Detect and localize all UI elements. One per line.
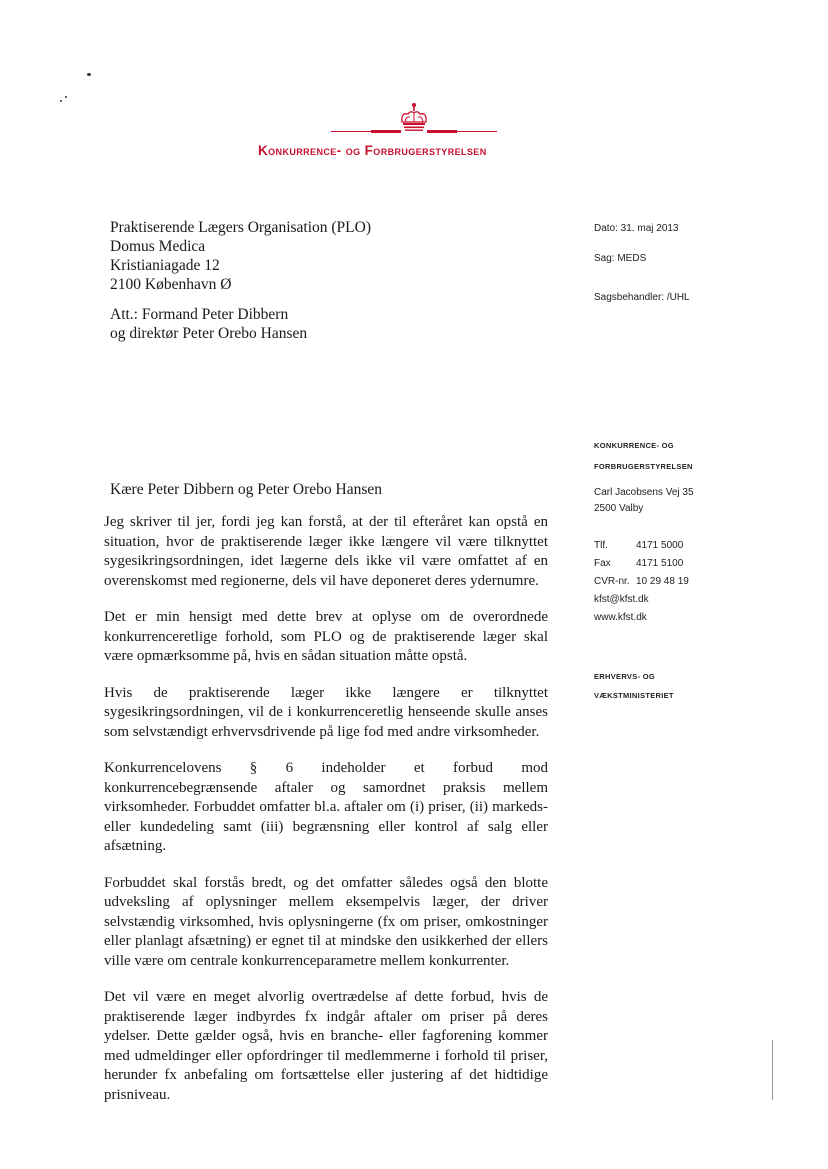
address-line: Kristianiagade 12: [110, 257, 220, 274]
scan-speck: [87, 73, 91, 76]
body-paragraph: Jeg skriver til jer, fordi jeg kan forstå, at der til efteråret kan opstå en situation, hvor de praktiserende læger ikke længere vil være tilknyttet sygesikringsordningen, idet lægerne dels ikke vil være omfattet af en overenskomst med regionerne, dels vil have deponeret deres ydernumre.: [104, 514, 548, 589]
address-line: Praktiserende Lægers Organisation (PLO): [110, 219, 372, 236]
case-reference: Sag: MEDS: [594, 253, 647, 264]
address-line: Domus Medica: [110, 238, 206, 255]
body-paragraph: Hvis de praktiserende læger ikke længere er tilknyttet sygesikringsordningen, vil de i konkurrenceretlig henseende skulle anses som selvstændigt erhvervsdrivende på lige fod med andre virksomheder.: [104, 684, 548, 740]
contact-cvr: [594, 573, 689, 591]
sidebar-ministry: [594, 667, 674, 705]
org-title: Konkurrence- og Forbrugerstyrelsen: [258, 143, 487, 158]
salutation: Kære Peter Dibbern og Peter Orebo Hansen: [110, 481, 383, 498]
sidebar-org-line: KONKURRENCE- OG: [594, 441, 674, 450]
sidebar-address-line: 2500 Valby: [594, 503, 644, 514]
address-line: 2100 København Ø: [110, 276, 232, 293]
contact-label: CVR-nr.: [594, 576, 630, 587]
crown-logo-icon: [396, 102, 432, 132]
body-paragraph: Det er min hensigt med dette brev at oplyse om de overordnede konkurrenceretlige forhold, som PLO og de praktiserende læger skal være opmærksomme på, hvis en sådan situation måtte opstå.: [104, 609, 548, 664]
contact-value: 4171 5000: [636, 540, 684, 551]
logo-rule-right: [427, 131, 497, 132]
contact-website[interactable]: www.kfst.dk: [594, 612, 647, 623]
logo-rule-left: [331, 131, 401, 132]
body-paragraph: Konkurrencelovens § 6 indeholder et forbud mod konkurrencebegrænsende aftaler og samordnet praksis mellem virksomheder. Forbuddet omfatter bl.a. aftaler om (i) priser, (ii) markeds- eller kundedeling samt (iii) begrænsning eller kontrol af salg eller afsætning.: [104, 760, 548, 854]
sidebar-address: [594, 485, 694, 517]
attention-block: [110, 305, 307, 343]
sidebar-org-line: FORBRUGERSTYRELSEN: [594, 462, 693, 471]
body-paragraph: Det vil være en meget alvorlig overtrædelse af dette forbud, hvis de praktiserende læger indbyrdes fx indgår aftaler om priser på deres ydelser. Dette gælder også, hvis en branche- eller fagforening kommer med udmeldinger eller opfordringer til medlemmerne i forhold til priser, herunder fx anbefaling om fortsættelse eller justering af det hidtidige prisniveau.: [104, 989, 548, 1103]
scan-speck: [60, 100, 62, 102]
letter-date: Dato: 31. maj 2013: [594, 223, 679, 234]
contact-email[interactable]: kfst@kfst.dk: [594, 594, 649, 605]
scan-speck: [65, 96, 67, 98]
scan-artifact-line: [772, 1040, 773, 1100]
case-handler: Sagsbehandler: /UHL: [594, 292, 690, 303]
contact-label: Fax: [594, 558, 611, 569]
contact-label: Tlf.: [594, 540, 608, 551]
contact-fax: [594, 555, 689, 573]
recipient-address: [110, 218, 371, 294]
sidebar-org-name: [594, 435, 693, 477]
attention-line: og direktør Peter Orebo Hansen: [110, 325, 308, 342]
contact-value: 4171 5100: [636, 558, 684, 569]
contact-value: 10 29 48 19: [636, 576, 689, 587]
sidebar-contact: [594, 537, 689, 627]
attention-line: Att.: Formand Peter Dibbern: [110, 306, 289, 323]
letter-body: [104, 513, 548, 1122]
sidebar-address-line: Carl Jacobsens Vej 35: [594, 487, 694, 498]
contact-phone: [594, 537, 689, 555]
body-paragraph: Forbuddet skal forstås bredt, og det omfatter således også den blotte udveksling af oplysninger mellem eksempelvis læger, der driver selvstændig virksomhed, hvis oplysningerne (fx om priser, omkostninger eller planlagt afsætning) er egnet til at mindske den usikkerhed der ellers ville være om centrale konkurrenceparametre mellem konkurrenter.: [104, 874, 548, 969]
ministry-line: VÆKSTMINISTERIET: [594, 691, 674, 700]
ministry-line: ERHVERVS- OG: [594, 672, 655, 681]
